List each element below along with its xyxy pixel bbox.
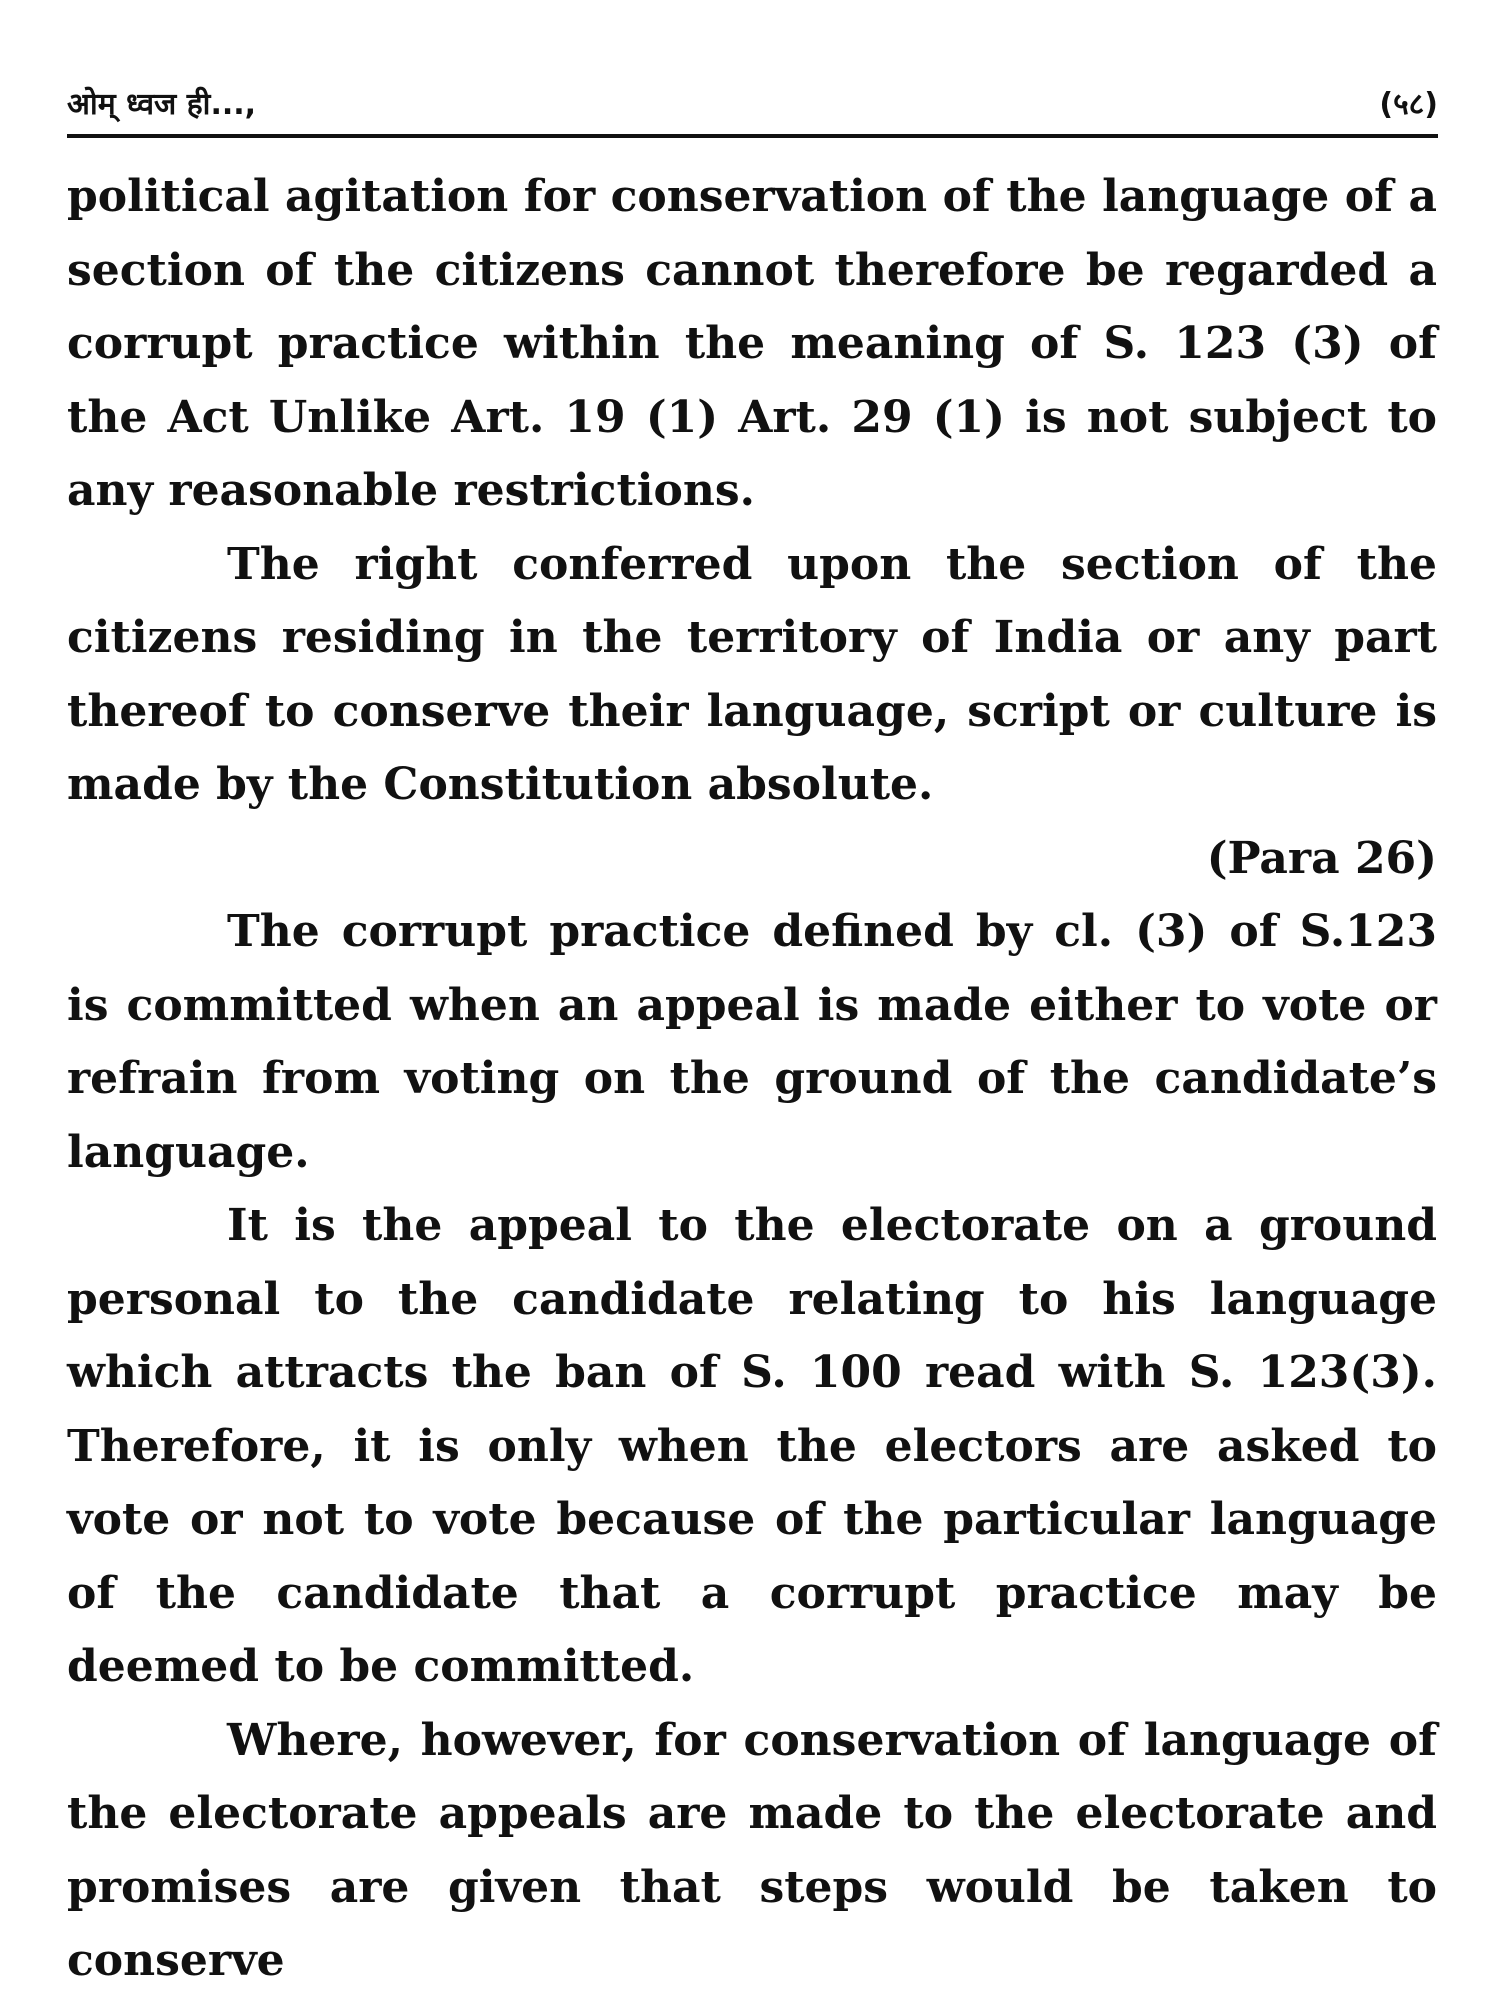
paragraph-1: political agitation for conservation of the language of a section of the citizens cannot therefore be regarded a corrupt practice within the meaning of S. 123 (3) of the Act Unlike Art. 19 (1) Art. 29 (1) is not subject to any reasonable restrictions. [67, 171, 1437, 516]
body-text [67, 160, 1437, 1998]
page-number: (५८) [1379, 87, 1438, 122]
paragraph-4: It is the appeal to the electorate on a ground personal to the candidate relating to his language which attracts the ban of S. 100 read with S. 123(3). Therefore, it is only when the electors are asked to vote or not to vote because of the particular language of the candidate that a corrupt practice may be deemed to be committed. [67, 1200, 1437, 1692]
paragraph-5: Where, however, for conservation of language of the electorate appeals are made to the electorate and promises are given that steps would be taken to conserve [67, 1714, 1437, 1986]
running-title: ओम् ध्वज ही..., [67, 87, 257, 122]
header-rule [67, 134, 1438, 138]
para-reference: (Para 26) [1206, 832, 1437, 884]
running-header [67, 78, 1438, 132]
paragraph-3: The corrupt practice defined by cl. (3) of S.123 is committed when an appeal is made either to vote or refrain from voting on the ground of the candidate’s language. [67, 906, 1437, 1178]
paragraph-2: The right conferred upon the section of the citizens residing in the territory of India or any part thereof to conserve their language, script or culture is made by the Constitution absolute. [67, 538, 1437, 810]
